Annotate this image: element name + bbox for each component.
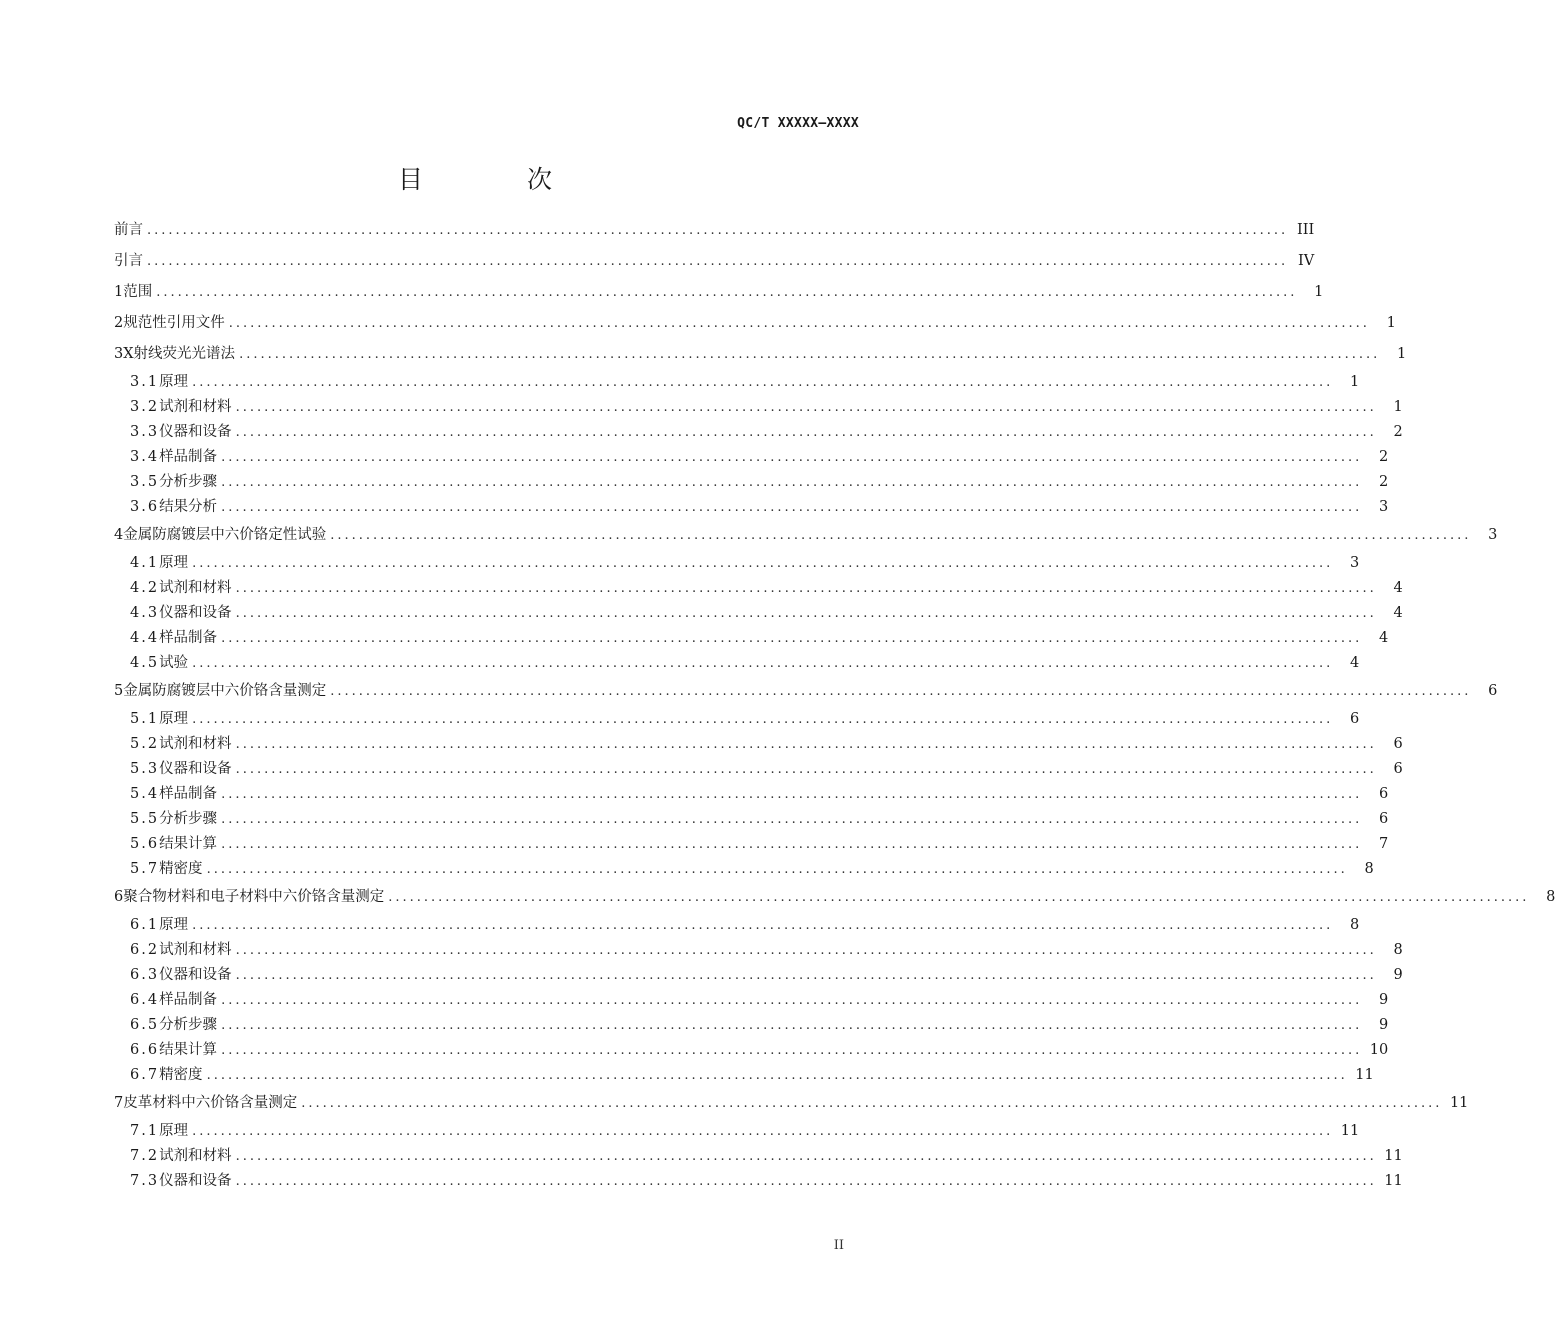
toc-entry-page: 9 <box>1379 992 1389 1008</box>
toc-entry[interactable] <box>114 1038 1389 1063</box>
toc-entry-label: 样品制备 <box>159 449 218 465</box>
toc-entry[interactable] <box>114 215 1315 246</box>
toc-entry[interactable] <box>114 732 1403 757</box>
toc-entry[interactable] <box>114 1119 1360 1144</box>
toc-entry-page: III <box>1296 222 1315 238</box>
toc-entry[interactable] <box>114 1144 1403 1169</box>
toc-entry-page: 3 <box>1379 499 1389 515</box>
toc-entry-number: 7 <box>114 1095 124 1111</box>
toc-entry-page: 1 <box>1393 399 1403 415</box>
toc-entry-page: 8 <box>1350 917 1360 933</box>
toc-entry-number: 5.4 <box>130 786 160 802</box>
toc-entry-number: 7.3 <box>130 1173 160 1189</box>
toc-entry-page: 11 <box>1449 1095 1469 1111</box>
toc-entry-page: 10 <box>1369 1042 1389 1058</box>
toc-entry-page: 6 <box>1393 761 1403 777</box>
toc-entry-number: 6.2 <box>130 942 160 958</box>
toc-entry-label: 皮革材料中六价铬含量测定 <box>123 1095 298 1111</box>
toc-dot-leader: ................................................................................................................................................................ <box>156 285 1298 300</box>
toc-entry-page: 2 <box>1393 424 1403 440</box>
document-code: QC/T XXXXX—XXXX <box>737 116 859 131</box>
toc-entry-page: 1 <box>1314 284 1324 300</box>
toc-entry-label: 试验 <box>159 655 189 671</box>
toc-entry-page: 4 <box>1393 580 1403 596</box>
page-number: II <box>833 1238 844 1253</box>
toc-dot-leader: ................................................................................................................................................................ <box>235 943 1377 958</box>
toc-entry-label: 试剂和材料 <box>159 399 232 415</box>
toc-dot-leader: ................................................................................................................................................................ <box>192 556 1334 571</box>
toc-entry-label: 仪器和设备 <box>159 761 232 777</box>
toc-dot-leader: ................................................................................................................................................................ <box>192 1124 1334 1139</box>
toc-entry-number: 3.2 <box>130 399 160 415</box>
toc-dot-leader: ................................................................................................................................................................ <box>206 862 1348 877</box>
toc-entry[interactable] <box>114 246 1315 277</box>
toc-dot-leader: ................................................................................................................................................................ <box>235 737 1377 752</box>
toc-entry[interactable] <box>114 626 1389 651</box>
toc-entry-number: 7.1 <box>130 1123 160 1139</box>
toc-entry-number: 3.4 <box>130 449 160 465</box>
toc-dot-leader: ................................................................................................................................................................ <box>235 400 1377 415</box>
toc-title: 目 次 <box>398 165 600 194</box>
toc-dot-leader: ................................................................................................................................................................ <box>330 528 1472 543</box>
toc-entry-page: 6 <box>1379 811 1389 827</box>
toc-entry[interactable] <box>114 277 1324 308</box>
toc-entry-number: 6.6 <box>130 1042 160 1058</box>
toc-dot-leader: ................................................................................................................................................................ <box>301 1096 1443 1111</box>
toc-entry-page: 2 <box>1379 474 1389 490</box>
toc-entry[interactable] <box>114 395 1403 420</box>
toc-entry[interactable] <box>114 782 1389 807</box>
toc-entry-number: 4.4 <box>130 630 160 646</box>
toc-entry-number: 1 <box>114 284 124 300</box>
toc-entry[interactable] <box>114 1169 1403 1194</box>
toc-entry-number: 4.1 <box>130 555 160 571</box>
toc-entry-label: 聚合物材料和电子材料中六价铬含量测定 <box>123 889 385 905</box>
toc-entry-page: 4 <box>1379 630 1389 646</box>
toc-entry[interactable] <box>114 420 1403 445</box>
toc-entry-number: 4 <box>114 527 124 543</box>
toc-dot-leader: ................................................................................................................................................................ <box>239 347 1381 362</box>
toc-entry-label: 样品制备 <box>159 786 218 802</box>
toc-entry-number: 3.5 <box>130 474 160 490</box>
toc-entry-page: 6 <box>1488 683 1498 699</box>
toc-entry[interactable] <box>114 601 1403 626</box>
toc-entry-label: 引言 <box>114 253 143 269</box>
toc-entry-label: 原理 <box>159 1123 189 1139</box>
toc-entry-label: 结果计算 <box>159 836 218 852</box>
toc-entry-page: 11 <box>1384 1173 1403 1189</box>
toc-entry-label: 范围 <box>123 284 153 300</box>
toc-entry[interactable] <box>114 1013 1389 1038</box>
toc-entry-page: 2 <box>1379 449 1389 465</box>
toc-entry-label: 精密度 <box>159 1067 203 1083</box>
toc-entry-number: 3 <box>114 346 124 362</box>
toc-dot-leader: ................................................................................................................................................................ <box>221 837 1363 852</box>
toc-entry-number: 5.1 <box>130 711 160 727</box>
toc-dot-leader: ................................................................................................................................................................ <box>221 993 1363 1008</box>
toc-entry-label: 试剂和材料 <box>159 1148 232 1164</box>
toc-entry-page: 11 <box>1355 1067 1374 1083</box>
toc-entry-page: 1 <box>1350 374 1360 390</box>
toc-entry-label: 原理 <box>159 711 189 727</box>
toc-dot-leader: ................................................................................................................................................................ <box>147 254 1289 269</box>
toc-entry[interactable] <box>114 807 1389 832</box>
toc-dot-leader: ................................................................................................................................................................ <box>330 684 1472 699</box>
toc-entry-number: 4.2 <box>130 580 160 596</box>
toc-entry-page: 1 <box>1397 346 1407 362</box>
toc-entry-label: 结果分析 <box>159 499 218 515</box>
toc-entry-number: 4.3 <box>130 605 160 621</box>
toc-entry-number: 5.7 <box>130 861 160 877</box>
toc-entry-label: 原理 <box>159 555 189 571</box>
toc-entry-page: 8 <box>1393 942 1403 958</box>
toc-entry[interactable] <box>114 576 1403 601</box>
table-of-contents <box>114 215 1555 1194</box>
toc-entry-page: 6 <box>1350 711 1360 727</box>
toc-dot-leader: ................................................................................................................................................................ <box>221 500 1363 515</box>
toc-dot-leader: ................................................................................................................................................................ <box>221 787 1363 802</box>
toc-entry-number: 5.6 <box>130 836 160 852</box>
toc-entry-page: 8 <box>1364 861 1374 877</box>
toc-entry[interactable] <box>114 520 1498 551</box>
toc-dot-leader: ................................................................................................................................................................ <box>221 1018 1363 1033</box>
toc-entry[interactable] <box>114 308 1396 339</box>
toc-entry[interactable] <box>114 339 1407 370</box>
toc-entry-page: 8 <box>1546 889 1555 905</box>
toc-entry[interactable] <box>114 551 1360 576</box>
toc-dot-leader: ................................................................................................................................................................ <box>235 762 1377 777</box>
toc-entry-label: 试剂和材料 <box>159 942 232 958</box>
toc-entry[interactable] <box>114 370 1360 395</box>
toc-entry-number: 5.5 <box>130 811 160 827</box>
toc-entry-number: 7.2 <box>130 1148 160 1164</box>
toc-entry-label: 仪器和设备 <box>159 967 232 983</box>
toc-entry[interactable] <box>114 1063 1374 1088</box>
toc-entry-label: 仪器和设备 <box>159 605 232 621</box>
toc-dot-leader: ................................................................................................................................................................ <box>235 606 1377 621</box>
toc-dot-leader: ................................................................................................................................................................ <box>221 475 1363 490</box>
toc-entry[interactable] <box>114 857 1374 882</box>
toc-entry-label: 仪器和设备 <box>159 1173 232 1189</box>
toc-entry-number: 3.6 <box>130 499 160 515</box>
toc-entry-page: 9 <box>1393 967 1403 983</box>
toc-entry[interactable] <box>114 882 1555 913</box>
toc-entry-label: 原理 <box>159 917 189 933</box>
toc-dot-leader: ................................................................................................................................................................ <box>235 968 1377 983</box>
toc-entry-page: 6 <box>1379 786 1389 802</box>
toc-entry-label: 前言 <box>114 222 143 238</box>
toc-entry-number: 6.7 <box>130 1067 160 1083</box>
toc-entry-number: 4.5 <box>130 655 160 671</box>
toc-dot-leader: ................................................................................................................................................................ <box>206 1068 1348 1083</box>
toc-entry-number: 6.3 <box>130 967 160 983</box>
toc-entry-page: 7 <box>1379 836 1389 852</box>
toc-entry[interactable] <box>114 495 1389 520</box>
toc-entry-label: X射线荧光光谱法 <box>123 346 236 362</box>
toc-entry-page: IV <box>1297 253 1315 269</box>
toc-entry-page: 3 <box>1350 555 1360 571</box>
toc-entry-label: 分析步骤 <box>159 474 218 490</box>
toc-entry-label: 试剂和材料 <box>159 580 232 596</box>
toc-entry-label: 金属防腐镀层中六价铬定性试验 <box>123 527 327 543</box>
toc-entry-page: 3 <box>1488 527 1498 543</box>
toc-entry[interactable] <box>114 1088 1469 1119</box>
toc-dot-leader: ................................................................................................................................................................ <box>235 425 1377 440</box>
toc-entry-label: 规范性引用文件 <box>123 315 225 331</box>
toc-entry-number: 2 <box>114 315 124 331</box>
toc-entry-number: 5.3 <box>130 761 160 777</box>
toc-entry[interactable] <box>114 832 1389 857</box>
toc-entry-number: 5.2 <box>130 736 160 752</box>
toc-entry-label: 分析步骤 <box>159 1017 218 1033</box>
toc-entry[interactable] <box>114 676 1498 707</box>
toc-entry[interactable] <box>114 651 1360 676</box>
toc-dot-leader: ................................................................................................................................................................ <box>192 375 1334 390</box>
toc-entry-label: 金属防腐镀层中六价铬含量测定 <box>123 683 327 699</box>
toc-entry-number: 6.4 <box>130 992 160 1008</box>
toc-dot-leader: ................................................................................................................................................................ <box>235 581 1377 596</box>
toc-dot-leader: ................................................................................................................................................................ <box>235 1174 1377 1189</box>
toc-entry-page: 1 <box>1386 315 1396 331</box>
toc-dot-leader: ................................................................................................................................................................ <box>147 223 1289 238</box>
toc-entry-number: 6 <box>114 889 124 905</box>
toc-entry-number: 3.1 <box>130 374 160 390</box>
toc-dot-leader: ................................................................................................................................................................ <box>228 316 1370 331</box>
toc-dot-leader: ................................................................................................................................................................ <box>221 812 1363 827</box>
toc-dot-leader: ................................................................................................................................................................ <box>192 656 1334 671</box>
toc-entry-label: 精密度 <box>159 861 203 877</box>
toc-entry-label: 样品制备 <box>159 630 218 646</box>
toc-entry-label: 样品制备 <box>159 992 218 1008</box>
toc-entry[interactable] <box>114 757 1403 782</box>
toc-entry-page: 4 <box>1350 655 1360 671</box>
toc-entry-number: 6.1 <box>130 917 160 933</box>
toc-dot-leader: ................................................................................................................................................................ <box>192 918 1334 933</box>
toc-entry-label: 仪器和设备 <box>159 424 232 440</box>
toc-entry-label: 结果计算 <box>159 1042 218 1058</box>
toc-entry-number: 5 <box>114 683 124 699</box>
toc-dot-leader: ................................................................................................................................................................ <box>388 890 1530 905</box>
toc-dot-leader: ................................................................................................................................................................ <box>221 450 1363 465</box>
toc-entry-page: 11 <box>1384 1148 1403 1164</box>
toc-dot-leader: ................................................................................................................................................................ <box>221 631 1363 646</box>
toc-entry-page: 11 <box>1340 1123 1360 1139</box>
toc-entry[interactable] <box>114 445 1389 470</box>
toc-entry[interactable] <box>114 913 1360 938</box>
toc-entry-page: 6 <box>1393 736 1403 752</box>
toc-entry[interactable] <box>114 938 1403 963</box>
toc-dot-leader: ................................................................................................................................................................ <box>192 712 1334 727</box>
toc-entry[interactable] <box>114 963 1403 988</box>
toc-entry-page: 4 <box>1393 605 1403 621</box>
toc-dot-leader: ................................................................................................................................................................ <box>221 1043 1363 1058</box>
toc-entry-number: 3.3 <box>130 424 160 440</box>
toc-entry-page: 9 <box>1379 1017 1389 1033</box>
toc-entry-label: 分析步骤 <box>159 811 218 827</box>
toc-dot-leader: ................................................................................................................................................................ <box>235 1149 1377 1164</box>
toc-entry[interactable] <box>114 988 1389 1013</box>
toc-entry-label: 试剂和材料 <box>159 736 232 752</box>
toc-entry-label: 原理 <box>159 374 189 390</box>
toc-entry[interactable] <box>114 470 1389 495</box>
toc-entry[interactable] <box>114 707 1360 732</box>
toc-entry-number: 6.5 <box>130 1017 160 1033</box>
